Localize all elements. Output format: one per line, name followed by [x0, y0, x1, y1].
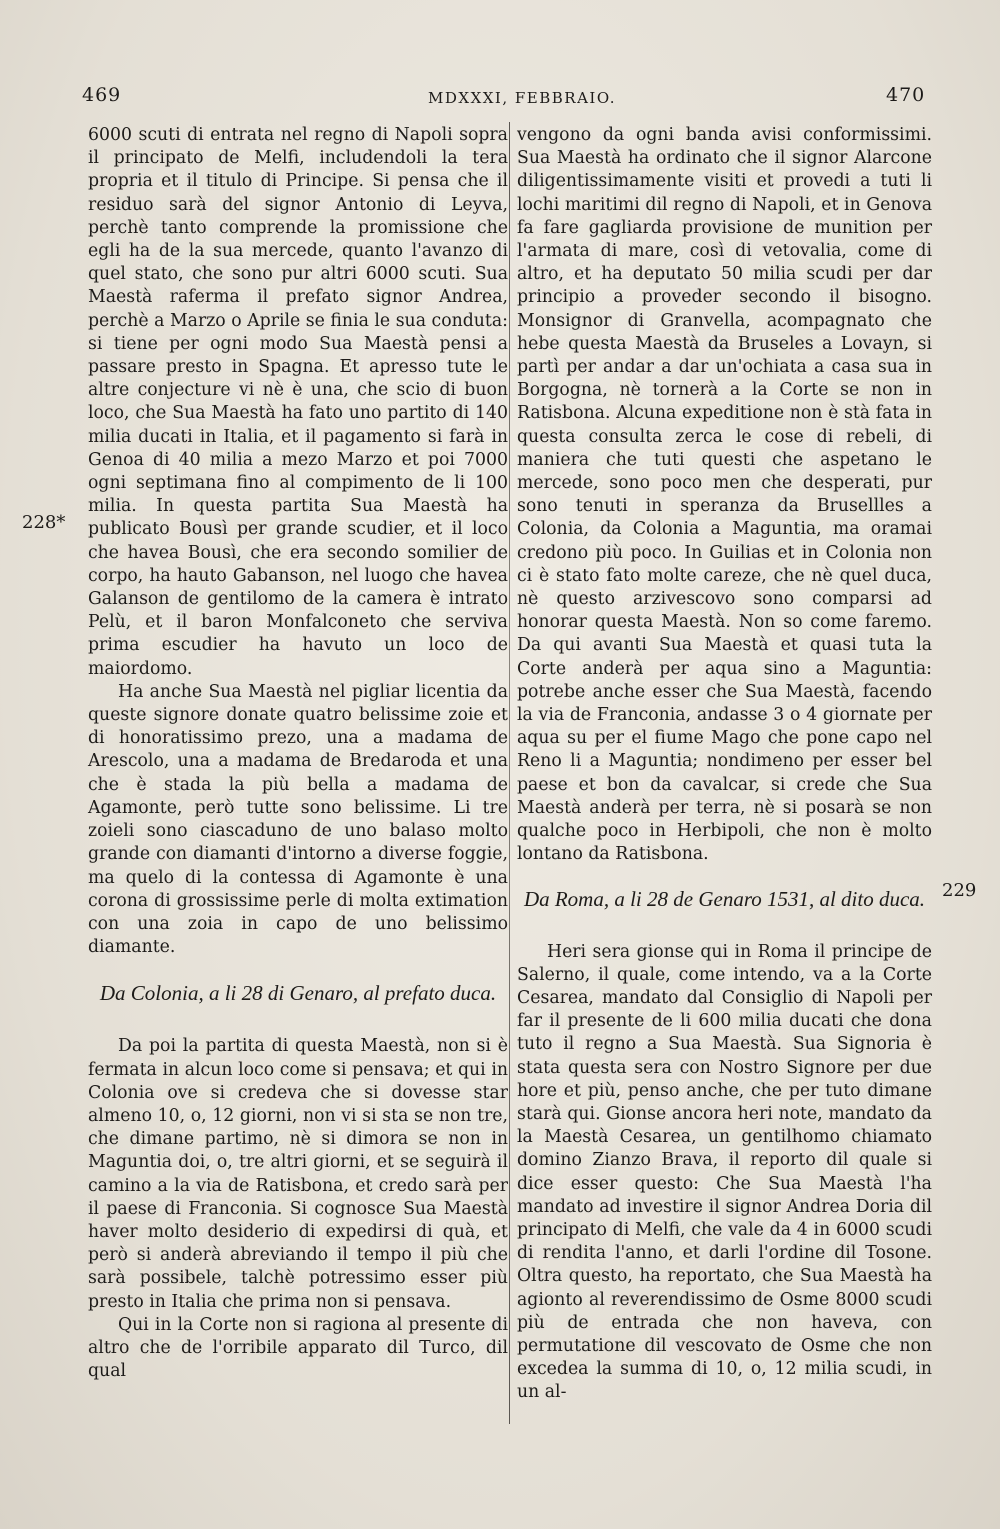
left-paragraph-1: 6000 scuti di entrata nel regno di Napoli sopra il principato de Melfi, includendoli la tera propria et il titulo di Principe. Si pensa che il residuo sarà del signor Antonio di Leyva, perchè tanto comprende la promissione che egli ha de la sua mercede, quanto l'avanzo di quel stato, che sono pur altri 6000 scuti. Sua Maestà raferma il prefato signor Andrea, perchè a Marzo o Aprile se finia le sua conduta: si tiene per ogni modo Sua Maestà pensi a passare presto in Spagna. Et apresso tute le altre conjecture vi nè è una, che scio di buon loco, che Sua Maestà ha fato uno partito di 140 milia ducati in Italia, et il pagamento si farà in Genoa di 40 milia a mezo Marzo et poi 7000 ogni septimana fino al compimento de li 100 milia. In questa partita Sua Maestà ha publicato Bousì per grande scudier, et il loco che havea Bousì, che era secondo somilier de corpo, ha hauto Gabanson, nel luogo che havea Galanson de gentilomo de la camera è intrato Pelù, et il baron Monfalconeto che serviva prima escudier ha havuto un loco de maiordomo. [88, 125, 508, 679]
margin-number-right: 229 [942, 880, 977, 901]
right-paragraph-1: vengono da ogni banda avisi conformissimi. Sua Maestà ha ordinato che il signor Alarcone diligentissimamente visiti et provedi a tuti li lochi maritimi dil regno di Napoli, et in Genova fa fare gagliarda provisione de munition per l'armata di mare, così di vetovalia, come di altro, et ha deputato 50 milia scudi per dar principio a proveder secondo il bisogno. Monsignor di Granvella, acompagnato che hebe questa Maestà da Bruseles a Lovayn, si partì per andar a dar un'ochiata a casa sua in Borgogna, nè tornerà a la Corte se non in Ratisbona. Alcuna expeditione non è stà fata in questa consulta zerca le cose di rebeli, di maniera che tuti questi che aspetano le mercede, sono poco men che desperati, pur sono tenuti in speranza da Brusellles a Colonia, da Colonia a Maguntia, ma oramai credono più poco. In Guilias et in Colonia non ci è stato fato molte careze, che nè quel duca, nè questo arzivescovo sono comparsi ad honorar questa Maestà. Non so come faremo. Da qui avanti Sua Maestà et quasi tuta la Corte anderà per aqua sino a Maguntia: potrebe anche esser che Sua Maestà, facendo la via de Franconia, andasse 3 o 4 giornate per aqua su per el fiume Mago che pone capo nel Reno li a Maguntia; nondimeno per esser bel paese et bon da cavalcar, si crede che Sua Maestà anderà per terra, nè si posarà se non qualche poco in Herbipoli, che non è molto lontano da Ratisbona. [517, 125, 932, 865]
left-paragraph-2: Ha anche Sua Maestà nel pigliar licentia da queste signore donate quatro belissime zoie et di honoratissimo prezo, una a madama de Arescolo, una a madama de Bredaroda et una che è stada la più bella a madama de Agamonte, però tutte sono belissime. Li tre zoieli sono ciascaduno de uno balaso molto grande con diamanti d'intorno a diverse foggie, ma quelo di la contessa di Agamonte è una corona di grossissime perle di molta extimation con una zoia in capo de uno belissimo diamante. [88, 681, 508, 958]
right-paragraph-2: Heri sera gionse qui in Roma il principe de Salerno, il quale, come intendo, va a la Corte Cesarea, mandato dal Consiglio di Napoli per far il presente de li 600 milia ducati che dona tuto il regno a Sua Maestà. Sua Signoria è stata questa sera con Nostro Signore per due hore et più, penso anche, che per tuto dimane starà qui. Gionse ancora heri note, mandato da la Maestà Cesarea, un gentilhomo chiamato domino Zianzo Brava, il reporto dil quale si dice esser questo: Che Sua Maestà l'ha mandato ad investire il signor Andrea Doria dil principato di Melfi, che vale da 4 in 6000 scudi di rendita l'anno, et darli l'ordine dil Tosone. Oltra questo, ha reportato, che Sua Maestà ha agionto al reverendissimo de Osme 8000 scudi più de entrada che non haveva, con permutatione dil vescovato de Osme che non excedea la summa di 10, o, 12 milia scudi, in un al- [517, 941, 932, 1403]
page-number-right: 470 [886, 84, 926, 106]
right-column [517, 124, 932, 1405]
running-title: MDXXXI, FEBBRAIO. [428, 89, 617, 107]
column-divider [509, 122, 510, 1424]
left-column [88, 124, 508, 1383]
section-heading-roma: Da Roma, a li 28 de Genaro 1531, al dito duca. [523, 886, 926, 911]
left-paragraph-4: Qui in la Corte non si ragiona al presente di altro che de l'orribile apparato dil Turco, dil qual [88, 1314, 508, 1382]
margin-number-left: 228* [22, 512, 66, 533]
left-paragraph-3: Da poi la partita di questa Maestà, non si è fermata in alcun loco come si pensava; et qui in Colonia ove si credeva che si dovesse star almeno 10, o, 12 giorni, non vi si sta se non tre, che dimane partimo, nè si dimora se non in Maguntia doi, o, tre altri giorni, et se seguirà il camino a la via de Ratisbona, et credo sarà per il paese di Franconia. Si cognosce Sua Maestà haver molto desiderio di expedirsi di quà, et però si anderà abreviando il tempo il più che sarà possibele, talchè potressimo esser più presto in Italia che prima non si pensava. [88, 1036, 508, 1312]
page-number-left: 469 [82, 84, 122, 106]
section-heading-colonia: Da Colonia, a li 28 di Genaro, al prefato duca. [99, 981, 497, 1006]
